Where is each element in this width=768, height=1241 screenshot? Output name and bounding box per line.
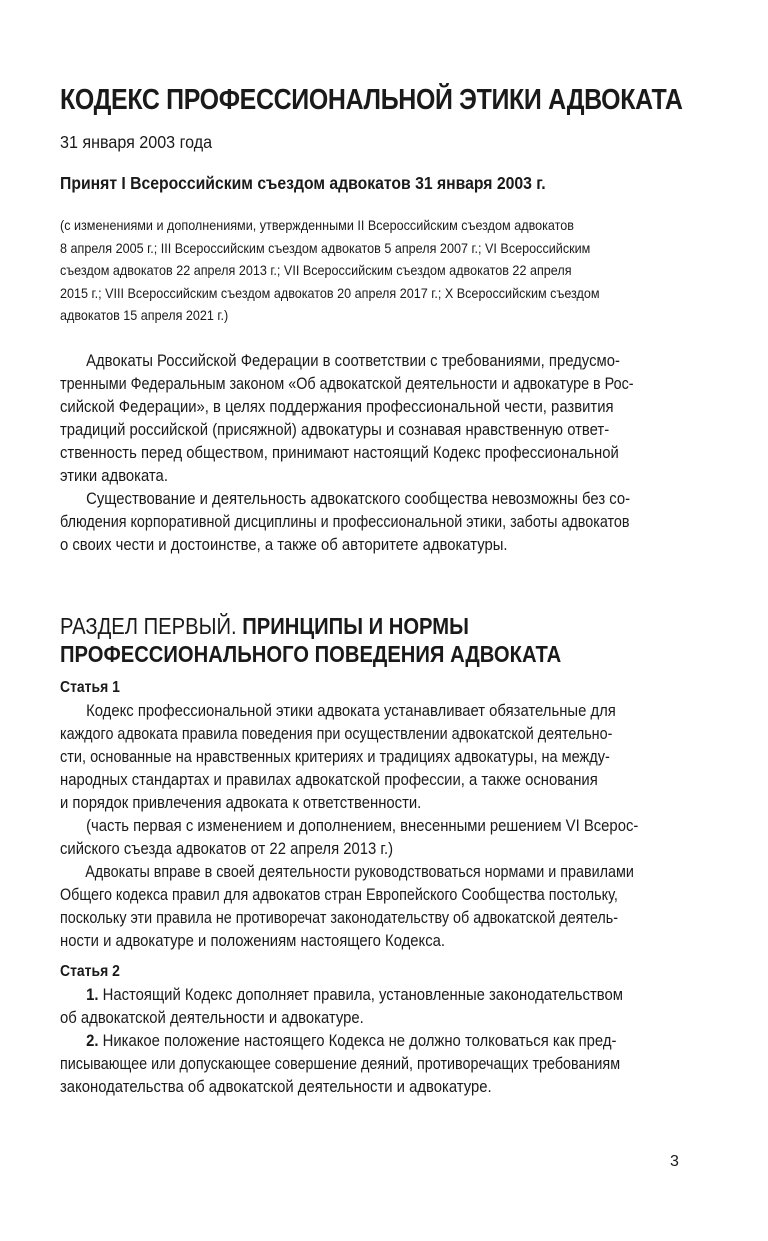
article-1-line: сти, основанные на нравственных критериях и традициях адвокатуры, на между-: [60, 748, 610, 766]
article-1-heading: Статья 1: [60, 679, 120, 696]
amendments-note: [60, 214, 680, 327]
amendments-line: 2015 г.; VIII Всероссийским съездом адвокатов 20 апреля 2017 г.; X Всероссийским съездом: [60, 284, 600, 301]
article-1-line: Общего кодекса правил для адвокатов стран Европейского Сообщества постольку,: [60, 886, 618, 904]
article-2-item-2: 2. Никакое положение настоящего Кодекса не должно толковаться как пред-: [86, 1032, 617, 1050]
article-1-line: и порядок привлечения адвоката к ответственности.: [60, 794, 422, 812]
amendments-line: 8 апреля 2005 г.; III Всероссийским съездом адвокатов 5 апреля 2007 г.; VI Всероссийским: [60, 239, 591, 256]
preamble-line: блюдения корпоративной дисциплины и профессиональной этики, заботы адвокатов: [60, 513, 630, 531]
article-1-body: [60, 700, 680, 953]
page-number: 3: [670, 1153, 679, 1170]
article-2-line: писывающее или допускающее совершение деяний, противоречащих требованиям: [60, 1055, 621, 1073]
article-2-item-1: 1. Настоящий Кодекс дополняет правила, установленные законодательством: [86, 986, 623, 1004]
amendments-line: (с изменениями и дополнениями, утвержденными II Всероссийским съездом адвокатов: [60, 217, 574, 233]
document-title: КОДЕКС ПРОФЕССИОНАЛЬНОЙ ЭТИКИ АДВОКАТА: [60, 84, 683, 116]
item-number: 1.: [86, 986, 99, 1004]
preamble-line: о своих чести и достоинстве, а также об авторитете адвокатуры.: [60, 536, 508, 554]
preamble-line: тренными Федеральным законом «Об адвокатской деятельности и адвокатуре в Рос-: [60, 375, 634, 393]
article-2-line: законодательства об адвокатской деятельности и адвокатуре.: [60, 1078, 492, 1096]
article-1-note-line: сийского съезда адвокатов от 22 апреля 2013 г.): [60, 840, 394, 858]
article-2-body: [60, 984, 680, 1099]
preamble-line: Существование и деятельность адвокатского сообщества невозможны без со-: [86, 490, 631, 508]
amendments-line: съездом адвокатов 22 апреля 2013 г.; VII Всероссийским съездом адвокатов 22 апреля: [60, 262, 572, 279]
article-2-heading: Статья 2: [60, 963, 120, 980]
preamble-line: этики адвоката.: [60, 467, 168, 485]
preamble-line: Адвокаты Российской Федерации в соответствии с требованиями, предусмо-: [86, 352, 620, 370]
document-date: 31 января 2003 года: [60, 132, 213, 152]
adoption-note: Принят I Всероссийским съездом адвокатов 31 января 2003 г.: [60, 173, 546, 193]
item-number: 2.: [86, 1032, 99, 1050]
article-1-line: ности и адвокатуре и положениям настоящего Кодекса.: [60, 932, 446, 950]
section-title-line2: ПРОФЕССИОНАЛЬНОГО ПОВЕДЕНИЯ АДВОКАТА: [60, 641, 562, 667]
amendments-line: адвокатов 15 апреля 2021 г.): [60, 307, 229, 324]
article-2-line: об адвокатской деятельности и адвокатуре.: [60, 1009, 364, 1027]
section-title: [60, 612, 643, 668]
article-1-line: Адвокаты вправе в своей деятельности руководствоваться нормами и правилами: [85, 863, 634, 881]
article-1-line: Кодекс профессиональной этики адвоката устанавливает обязательные для: [86, 702, 616, 720]
article-1-note-line: (часть первая с изменением и дополнением, внесенными решением VI Всерос-: [86, 817, 639, 835]
article-1-line: каждого адвоката правила поведения при осуществлении адвокатской деятельно-: [60, 725, 613, 743]
preamble-line: традиций российской (присяжной) адвокатуры и сознавая нравственную ответ-: [60, 421, 610, 439]
article-1-line: народных стандартах и правилах адвокатской профессии, а также основания: [60, 771, 598, 789]
preamble-line: сийской Федерации», в целях поддержания профессиональной чести, развития: [60, 398, 614, 416]
preamble-line: ственность перед обществом, принимают настоящий Кодекс профессиональной: [60, 444, 619, 462]
section-title-line1: ПРИНЦИПЫ И НОРМЫ: [242, 613, 469, 639]
article-1-line: поскольку эти правила не противоречат законодательству об адвокатской деятель-: [60, 909, 619, 927]
section-prefix: РАЗДЕЛ ПЕРВЫЙ.: [60, 613, 237, 639]
preamble: [60, 350, 680, 557]
